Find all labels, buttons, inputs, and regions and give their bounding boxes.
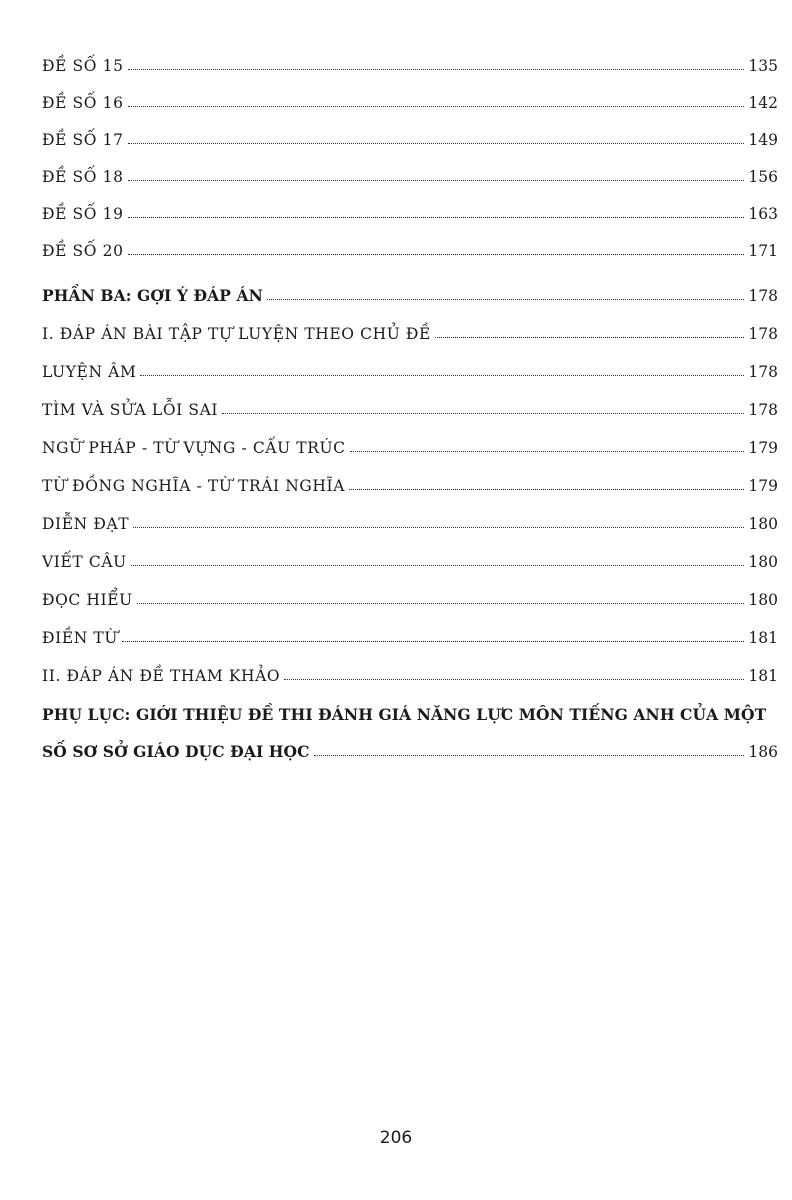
- dot-leader: [128, 106, 745, 107]
- toc-entry-label: I. ĐÁP ÁN BÀI TẬP TỰ LUYỆN THEO CHỦ ĐỀ: [42, 325, 431, 343]
- toc-entry-label: LUYỆN ÂM: [42, 363, 137, 381]
- toc-entry[interactable]: [42, 503, 778, 533]
- dot-leader: [140, 375, 744, 376]
- toc-entry-label: ĐỀ SỐ 17: [42, 131, 124, 149]
- toc-entry-label: II. ĐÁP ÁN ĐỀ THAM KHẢO: [42, 667, 281, 685]
- page-number: 206: [379, 1128, 413, 1148]
- toc-entry-label: ĐỌC HIỂU: [42, 591, 133, 609]
- dot-leader: [284, 679, 744, 680]
- toc-entry-page: 178: [748, 325, 778, 343]
- toc-entry-page: 149: [748, 131, 778, 149]
- dot-leader: [122, 641, 744, 642]
- toc-entry-page: 178: [748, 287, 778, 305]
- dot-leader: [349, 489, 744, 490]
- dot-leader: [133, 527, 744, 528]
- toc-entry-page: 186: [748, 743, 778, 761]
- toc-entry-page: 163: [748, 205, 778, 223]
- toc-entry[interactable]: [42, 465, 778, 495]
- dot-leader: [128, 69, 745, 70]
- dot-leader: [267, 299, 745, 300]
- toc-entry-label: TỪ ĐỒNG NGHĨA - TỪ TRÁI NGHĨA: [42, 477, 346, 495]
- toc-entry[interactable]: [42, 230, 778, 260]
- toc-entry[interactable]: [42, 156, 778, 186]
- toc-entry-page: 181: [748, 629, 778, 647]
- dot-leader: [128, 254, 745, 255]
- toc-entry-page: 179: [748, 439, 778, 457]
- toc-entry-page: 180: [748, 591, 778, 609]
- toc-entry-page: 156: [748, 168, 778, 186]
- toc-entry-page: 180: [748, 553, 778, 571]
- dot-leader: [137, 603, 745, 604]
- toc-entry-page: 179: [748, 477, 778, 495]
- dot-leader: [222, 413, 744, 414]
- toc-entry-label: SỐ SƠ SỞ GIÁO DỤC ĐẠI HỌC: [42, 742, 310, 761]
- toc-entry-label: ĐIỀN TỪ: [42, 629, 119, 647]
- toc-entry-page: 178: [748, 363, 778, 381]
- dot-leader: [435, 337, 744, 338]
- toc-entry[interactable]: [42, 313, 778, 343]
- toc-entry-label: ĐỀ SỐ 18: [42, 168, 124, 186]
- toc-entry[interactable]: [42, 655, 778, 685]
- toc-entry[interactable]: [42, 82, 778, 112]
- toc-entry-page: 135: [748, 57, 778, 75]
- toc-entry-label: DIỄN ĐẠT: [42, 515, 130, 533]
- toc-entry[interactable]: [42, 617, 778, 647]
- toc-entry[interactable]: [42, 193, 778, 223]
- toc-entry-label: ĐỀ SỐ 16: [42, 94, 124, 112]
- toc-entry[interactable]: [42, 45, 778, 75]
- toc-entry-label: TÌM VÀ SỬA LỖI SAI: [42, 401, 219, 419]
- toc-entry-label: NGỮ PHÁP - TỪ VỰNG - CẤU TRÚC: [42, 439, 346, 457]
- toc-entry-label: PHẦN BA: GỢI Ý ĐÁP ÁN: [42, 286, 263, 305]
- toc-entry[interactable]: [42, 119, 778, 149]
- toc-appendix-label: PHỤ LỤC: GIỚI THIỆU ĐỀ THI ĐÁNH GIÁ NĂNG LỰC MÔN TIẾNG ANH CỦA MỘT: [42, 705, 767, 724]
- toc-entry-label: ĐỀ SỐ 20: [42, 242, 124, 260]
- toc-entry-page: 180: [748, 515, 778, 533]
- toc-entry-page: 181: [748, 667, 778, 685]
- dot-leader: [350, 451, 745, 452]
- toc-entry-label: VIẾT CÂU: [42, 553, 127, 571]
- toc-entry[interactable]: [42, 579, 778, 609]
- dot-leader: [128, 180, 745, 181]
- toc-appendix-heading[interactable]: [42, 731, 778, 761]
- dot-leader: [128, 217, 745, 218]
- toc-entry-label: ĐỀ SỐ 15: [42, 57, 124, 75]
- dot-leader: [131, 565, 745, 566]
- toc-entry-page: 171: [748, 242, 778, 260]
- toc-entry[interactable]: [42, 389, 778, 419]
- dot-leader: [314, 755, 745, 756]
- toc-appendix-heading-line1[interactable]: [42, 694, 778, 724]
- toc-section-heading[interactable]: [42, 275, 778, 305]
- toc-entry-label: ĐỀ SỐ 19: [42, 205, 124, 223]
- toc-entry-page: 178: [748, 401, 778, 419]
- toc-entry[interactable]: [42, 351, 778, 381]
- toc-entry-page: 142: [748, 94, 778, 112]
- toc-entry[interactable]: [42, 541, 778, 571]
- toc-entry[interactable]: [42, 427, 778, 457]
- dot-leader: [128, 143, 745, 144]
